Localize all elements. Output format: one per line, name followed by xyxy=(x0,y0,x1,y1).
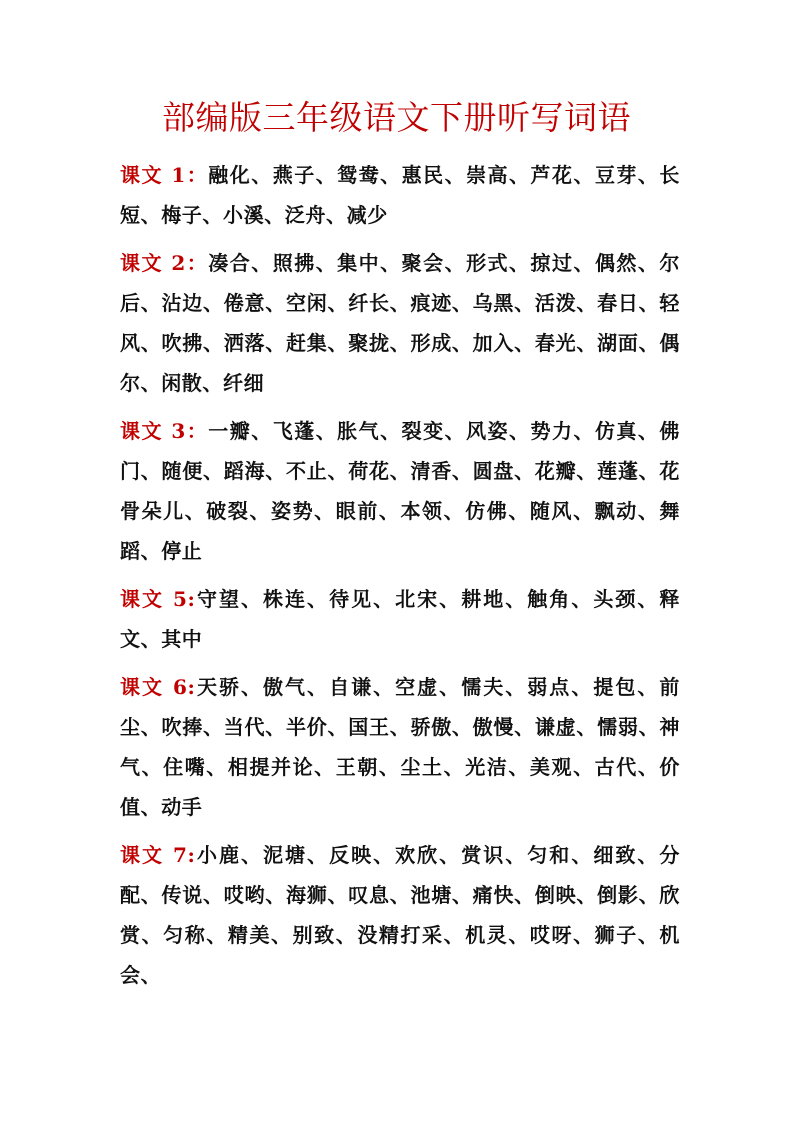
lesson-1 xyxy=(120,155,680,235)
page-title: 部编版三年级语文下册听写词语 xyxy=(162,98,631,137)
lesson-words: 凑合、照拂、集中、聚会、形式、掠过、偶然、尔后、沾边、倦意、空闲、纤长、痕迹、乌黑、活泼、春日、轻风、吹拂、洒落、赶集、聚拢、形成、加入、春光、湖面、偶尔、闲散、纤细 xyxy=(120,251,680,395)
lesson-6 xyxy=(120,667,680,827)
lesson-7 xyxy=(120,835,680,995)
lesson-words: 天骄、傲气、自谦、空虚、懦夫、弱点、提包、前尘、吹捧、当代、半价、国王、骄傲、傲慢、谦虚、懦弱、神气、住嘴、相提并论、王朝、尘土、光洁、美观、古代、价值、动手 xyxy=(120,675,680,819)
lesson-words: 守望、株连、待见、北宋、耕地、触角、头颈、释文、其中 xyxy=(120,587,680,651)
lesson-words: 融化、燕子、鸳鸯、惠民、崇高、芦花、豆芽、长短、梅子、小溪、泛舟、减少 xyxy=(120,163,680,227)
lesson-5 xyxy=(120,579,680,659)
lesson-3 xyxy=(120,411,680,571)
lesson-label: 课文 7: xyxy=(120,843,196,867)
lesson-label: 课文 6: xyxy=(120,675,196,699)
lesson-label: 课文 5: xyxy=(120,587,196,611)
lesson-words: 一瓣、飞蓬、胀气、裂变、风姿、势力、仿真、佛门、随便、蹈海、不止、荷花、清香、圆盘、花瓣、莲蓬、花骨朵儿、破裂、姿势、眼前、本领、仿佛、随风、飘动、舞蹈、停止 xyxy=(120,419,680,563)
lesson-label: 课文 1： xyxy=(120,163,209,187)
lesson-list xyxy=(120,155,680,1003)
lesson-2 xyxy=(120,243,680,403)
lesson-words: 小鹿、泥塘、反映、欢欣、赏识、匀和、细致、分配、传说、哎哟、海狮、叹息、池塘、痛快、倒映、倒影、欣赏、匀称、精美、别致、没精打采、机灵、哎呀、狮子、机会、 xyxy=(120,843,680,987)
lesson-label: 课文 2： xyxy=(120,251,209,275)
lesson-label: 课文 3： xyxy=(120,419,209,443)
